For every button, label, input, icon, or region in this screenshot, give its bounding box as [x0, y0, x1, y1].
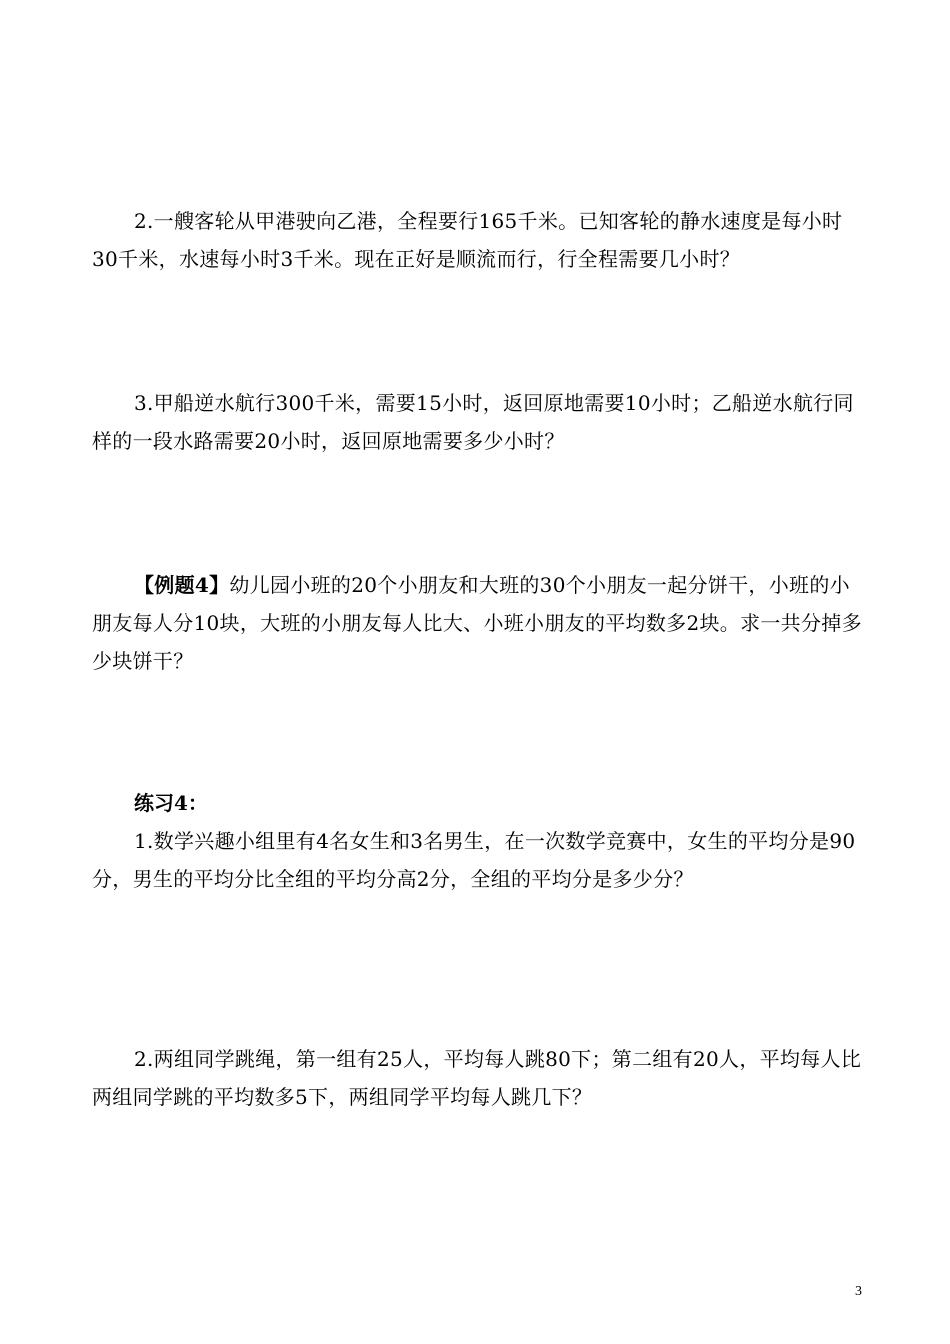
practice-4-question-1: 1.数学兴趣小组里有4名女生和3名男生，在一次数学竞赛中，女生的平均分是90分，男生的平均分比全组的平均分高2分，全组的平均分是多少分？ — [92, 829, 856, 891]
practice-4-question-2: 2.两组同学跳绳，第一组有25人，平均每人跳80下；第二组有20人，平均每人比两组同学跳的平均数多5下，两组同学平均每人跳几下？ — [92, 1047, 862, 1109]
practice-4-heading: 练习4： — [134, 791, 208, 815]
problem-3: 3.甲船逆水航行300千米，需要15小时，返回原地需要10小时；乙船逆水航行同样的一段水路需要20小时，返回原地需要多少小时？ — [92, 391, 854, 453]
example-4 — [92, 566, 862, 680]
page-number: 3 — [855, 1284, 862, 1299]
example-4-label: 【例题4】 — [134, 573, 230, 597]
example-4-text: 幼儿园小班的20个小朋友和大班的30个小朋友一起分饼干，小班的小朋友每人分10块，大班的小朋友每人比大、小班小朋友的平均数多2块。求一共分掉多少块饼干？ — [92, 573, 862, 673]
problem-2: 2.一艘客轮从甲港驶向乙港，全程要行165千米。已知客轮的静水速度是每小时30千米，水速每小时3千米。现在正好是顺流而行，行全程需要几小时？ — [92, 209, 843, 271]
